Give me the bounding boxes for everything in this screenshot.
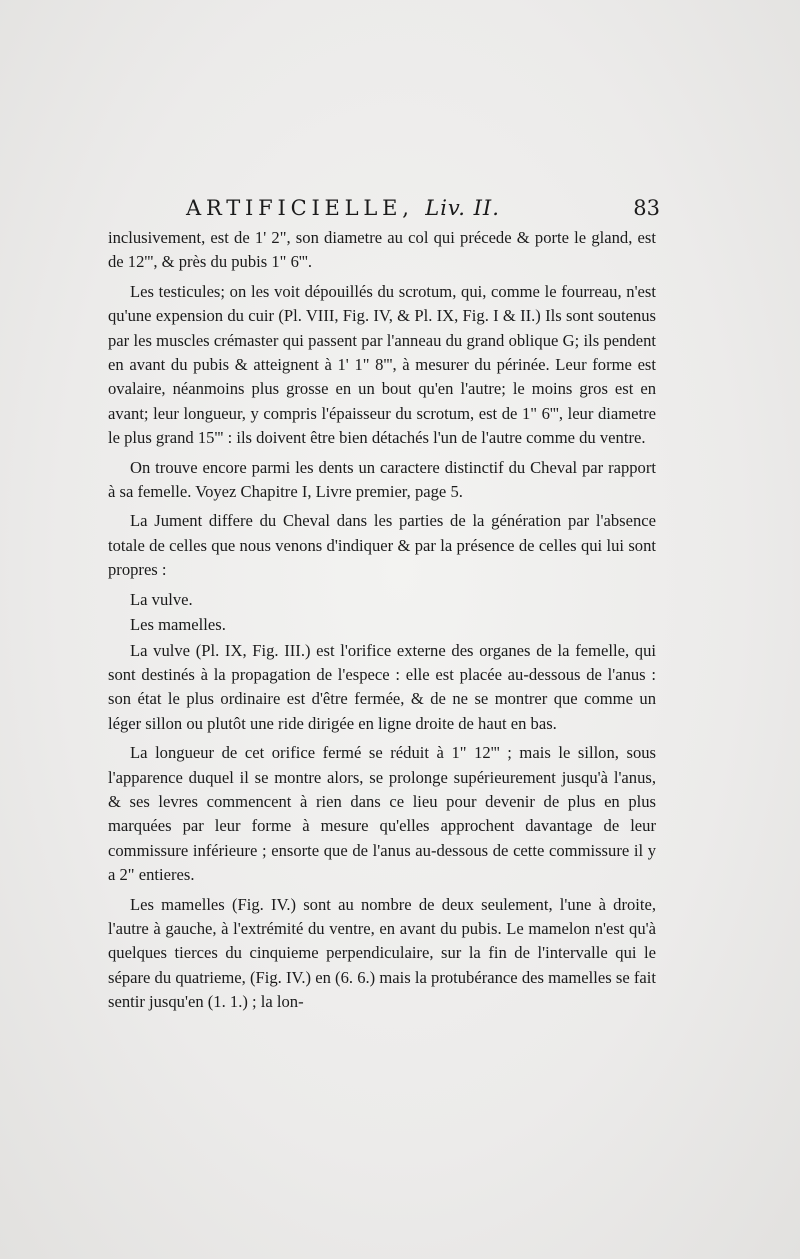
paragraph-6: La longueur de cet orifice fermé se réduit à 1" 12''' ; mais le sillon, sous l'apparence duquel il se montre alors, se prolonge supérieurement jusqu'à l'anus, & ses levres commencent à rien dans ce lieu pour devenir de plus en plus marquées par leur forme à mesure qu'elles approchent davantage de leur commissure inférieure ; ensorte que de l'anus au-dessous de cette commissure il y a 2" entieres. — [108, 743, 656, 885]
list-item-mamelles: Les mamelles. — [130, 615, 226, 635]
page-number: 83 — [633, 196, 660, 220]
paragraph-3: On trouve encore parmi les dents un caractere distinctif du Cheval par rapport à sa femelle. Voyez Chapitre I, Livre premier, page 5. — [108, 457, 656, 502]
running-header — [186, 196, 660, 226]
text-block — [108, 196, 660, 1020]
paragraph-2: Les testicules; on les voit dépouillés du scrotum, qui, comme le fourreau, n'est qu'une expension du cuir (Pl. VIII, Fig. IV, & Pl. IX, Fig. I & II.) Ils sont soutenus par les muscles crémaster qui passent par l'anneau du grand oblique G; ils pendent en avant du pubis & atteignent à 1' 1" 8''', à mesurer du périnée. Leur forme est ovalaire, néanmoins plus grosse en un bout qu'en l'autre; le moins gros est en avant; leur longueur, y compris l'épaisseur du scrotum, est de 1" 6''', leur diametre le plus grand 15''' : ils doivent être bien détachés l'un de l'autre comme du ventre. — [108, 281, 656, 448]
list-item-vulve: La vulve. — [130, 589, 193, 609]
paragraph-7: Les mamelles (Fig. IV.) sont au nombre de deux seulement, l'une à droite, l'autre à gauche, à l'extrémité du ventre, en avant du pubis. Le mamelon n'est qu'à quelques tierces du cinquieme perpendiculaire, sur la fin de l'intervalle qui le sépare du quatrieme, (Fig. IV.) en (6. 6.) mais la protubérance des mamelles se fait sentir jusqu'en (1. 1.) ; la lon- — [108, 894, 656, 1012]
book-reference: Liv. II. — [425, 196, 500, 220]
paragraph-1: inclusivement, est de 1' 2", son diametre au col qui précede & porte le gland, est de 12''', & près du pubis 1" 6'''. — [108, 228, 656, 272]
paragraph-4: La Jument differe du Cheval dans les parties de la génération par l'absence totale de celles que nous venons d'indiquer & par la présence de celles qui lui sont propres : — [108, 511, 656, 580]
running-title — [186, 196, 500, 220]
paragraph-5: La vulve (Pl. IX, Fig. III.) est l'orifice externe des organes de la femelle, qui sont destinés à la propagation de l'espece : elle est placée au-dessous de l'anus : son état le plus ordinaire est d'être fermée, & de ne se montrer que comme un léger sillon ou plutôt une ride dirigée en ligne droite de haut en bas. — [108, 640, 656, 733]
running-title-text: ARTIFICIELLE, — [186, 196, 414, 220]
body-text — [108, 226, 656, 1015]
